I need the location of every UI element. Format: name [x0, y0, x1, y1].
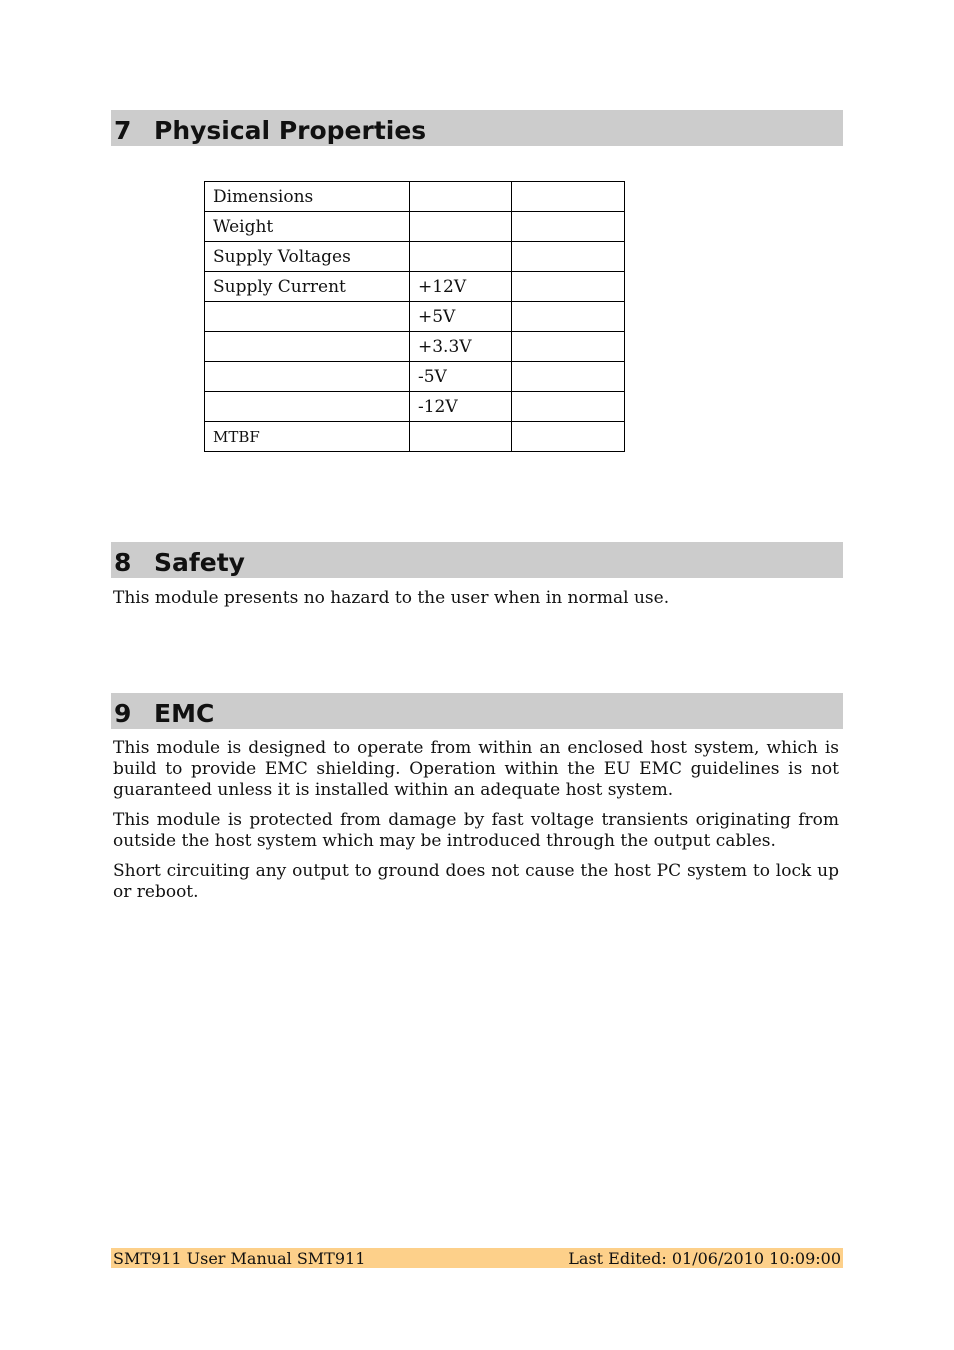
- table-row: [205, 272, 625, 302]
- table-cell: MTBF: [205, 422, 410, 452]
- table-row: [205, 212, 625, 242]
- section-number: 9: [114, 699, 132, 728]
- table-cell: [205, 332, 410, 362]
- table-cell: +5V: [410, 302, 512, 332]
- table-row: [205, 242, 625, 272]
- table-cell: [512, 422, 625, 452]
- footer-last-edited: Last Edited: 01/06/2010 10:09:00: [568, 1249, 841, 1268]
- table-cell: [512, 362, 625, 392]
- table-cell: +3.3V: [410, 332, 512, 362]
- section-title: EMC: [154, 699, 215, 728]
- table-cell: [205, 362, 410, 392]
- table-cell: [205, 302, 410, 332]
- table-cell: [410, 182, 512, 212]
- table-row: [205, 362, 625, 392]
- physical-properties-table: [204, 181, 625, 452]
- table-cell: -12V: [410, 392, 512, 422]
- table-row: [205, 302, 625, 332]
- safety-paragraph: This module presents no hazard to the user when in normal use.: [113, 588, 670, 608]
- footer-document-title: SMT911 User Manual SMT911: [113, 1249, 366, 1268]
- emc-paragraph: Short circuiting any output to ground does not cause the host PC system to lock up or reboot.: [113, 861, 839, 902]
- section-heading-safety: [111, 542, 843, 578]
- section-title: Safety: [154, 548, 245, 577]
- section-number: 7: [114, 116, 132, 145]
- table-cell: [512, 332, 625, 362]
- table-cell: [410, 422, 512, 452]
- table-cell: [512, 302, 625, 332]
- table-cell: [410, 212, 512, 242]
- table-cell: -5V: [410, 362, 512, 392]
- table-cell: [410, 242, 512, 272]
- emc-paragraph: This module is designed to operate from within an enclosed host system, which is build to provide EMC shielding. Operation within the EU EMC guidelines is not guaranteed unless it is installed within an adequate host system.: [113, 738, 839, 800]
- section-title: Physical Properties: [154, 116, 427, 145]
- table-cell: +12V: [410, 272, 512, 302]
- table-cell: [512, 242, 625, 272]
- table-cell: Supply Current: [205, 272, 410, 302]
- table-cell: [512, 182, 625, 212]
- table-row: [205, 182, 625, 212]
- emc-paragraph: This module is protected from damage by fast voltage transients originating from outside the host system which may be introduced through the output cables.: [113, 810, 839, 851]
- table-cell: [205, 392, 410, 422]
- table-row: [205, 392, 625, 422]
- table-row: [205, 422, 625, 452]
- section-heading-physical-properties: [111, 110, 843, 146]
- page-footer: [111, 1248, 843, 1268]
- table-cell: Weight: [205, 212, 410, 242]
- table-row: [205, 332, 625, 362]
- table-cell: [512, 212, 625, 242]
- table-cell: Supply Voltages: [205, 242, 410, 272]
- table-cell: Dimensions: [205, 182, 410, 212]
- table-cell: [512, 272, 625, 302]
- table-cell: [512, 392, 625, 422]
- section-number: 8: [114, 548, 132, 577]
- section-heading-emc: [111, 693, 843, 729]
